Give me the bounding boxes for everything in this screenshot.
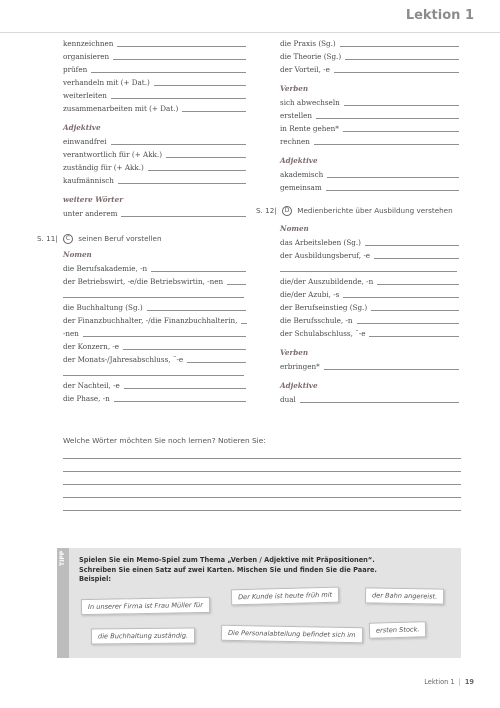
vocab-entry bbox=[280, 181, 461, 194]
translation-line[interactable] bbox=[374, 258, 459, 259]
translation-line[interactable] bbox=[327, 177, 459, 178]
translation-line[interactable] bbox=[124, 388, 246, 389]
vocab-term: prüfen bbox=[63, 65, 88, 74]
tip-instructions bbox=[79, 556, 377, 585]
vocab-entry bbox=[63, 262, 248, 275]
footer-lesson: Lektion 1 bbox=[424, 678, 455, 686]
vocab-term: verhandeln mit (+ Dat.) bbox=[63, 78, 150, 87]
notes-line[interactable] bbox=[63, 458, 461, 459]
vocab-term: sich abwechseln bbox=[280, 98, 340, 107]
vocab-entry bbox=[63, 135, 248, 148]
translation-line[interactable] bbox=[83, 336, 246, 337]
vocab-term: der Finanzbuchhalter, -/die Finanzbuchhalterin, bbox=[63, 316, 238, 325]
category-heading: Adjektive bbox=[280, 381, 318, 390]
vocab-term: die Praxis (Sg.) bbox=[280, 39, 336, 48]
translation-line[interactable] bbox=[148, 170, 246, 171]
vocab-term: kaufmännisch bbox=[63, 176, 114, 185]
vocab-entry bbox=[63, 89, 248, 102]
vocab-entry bbox=[280, 37, 461, 50]
translation-line[interactable] bbox=[121, 216, 246, 217]
vocab-term: weiterleiten bbox=[63, 91, 107, 100]
translation-line[interactable] bbox=[182, 111, 246, 112]
vocab-term: der Ausbildungsberuf, -e bbox=[280, 251, 371, 260]
memo-card: Der Kunde ist heute früh mit bbox=[231, 587, 340, 606]
translation-line[interactable] bbox=[111, 98, 246, 99]
vocab-term: zusammenarbeiten mit (+ Dat.) bbox=[63, 104, 179, 113]
question-prompt: Welche Wörter möchten Sie noch lernen? Notieren Sie: bbox=[63, 436, 266, 445]
page-number: 19 bbox=[464, 678, 474, 686]
notes-lines bbox=[63, 458, 461, 523]
tip-tab bbox=[57, 548, 69, 658]
translation-line[interactable] bbox=[357, 323, 459, 324]
vocab-term: kennzeichnen bbox=[63, 39, 114, 48]
tip-line-2: Schreiben Sie einen Satz auf zwei Karten. Mischen Sie und finden Sie die Paare. bbox=[79, 565, 377, 574]
vocab-entry bbox=[63, 379, 248, 392]
memo-card: der Bahn angereist. bbox=[365, 587, 445, 604]
notes-line[interactable] bbox=[63, 471, 461, 472]
translation-line[interactable] bbox=[111, 144, 246, 145]
category-heading: Nomen bbox=[63, 250, 92, 259]
section-12-number: S. 12| bbox=[256, 206, 277, 215]
translation-line[interactable] bbox=[300, 402, 459, 403]
right-column-bottom bbox=[280, 222, 461, 406]
vocab-term: erbringen* bbox=[280, 362, 320, 371]
vocab-entry bbox=[63, 102, 248, 115]
vocab-entry bbox=[63, 174, 248, 187]
translation-line[interactable] bbox=[326, 190, 459, 191]
footer-separator: | bbox=[458, 678, 461, 686]
vocab-term: rechnen bbox=[280, 137, 310, 146]
vocab-term: akademisch bbox=[280, 170, 324, 179]
translation-line[interactable] bbox=[241, 323, 247, 324]
translation-line[interactable] bbox=[324, 369, 459, 370]
vocab-entry bbox=[280, 288, 461, 301]
vocab-term: der Berufseinstieg (Sg.) bbox=[280, 303, 368, 312]
vocab-entry bbox=[280, 360, 461, 373]
vocab-term: zuständig für (+ Akk.) bbox=[63, 163, 144, 172]
translation-line[interactable] bbox=[113, 59, 246, 60]
section-11-heading bbox=[37, 232, 162, 246]
translation-line[interactable] bbox=[147, 310, 246, 311]
translation-line[interactable] bbox=[117, 46, 246, 47]
vocab-term: der Vorteil, -e bbox=[280, 65, 330, 74]
vocab-term: gemeinsam bbox=[280, 183, 322, 192]
notes-line[interactable] bbox=[63, 484, 461, 485]
vocab-entry bbox=[63, 207, 248, 220]
translation-line[interactable] bbox=[316, 118, 459, 119]
vocab-term: organisieren bbox=[63, 52, 110, 61]
vocab-entry bbox=[63, 37, 248, 50]
memo-card: In unserer Firma ist Frau Müller für bbox=[81, 597, 210, 615]
vocab-entry bbox=[280, 249, 461, 262]
category-heading: Verben bbox=[280, 348, 309, 357]
vocab-entry bbox=[280, 314, 461, 327]
category-heading: Nomen bbox=[280, 224, 309, 233]
translation-line[interactable] bbox=[340, 46, 459, 47]
memo-card: Die Personalabteilung befindet sich im bbox=[221, 625, 363, 643]
tip-tab-label: TIPP bbox=[59, 550, 66, 566]
vocab-entry bbox=[63, 392, 248, 405]
section-12-heading bbox=[256, 204, 453, 218]
translation-line[interactable] bbox=[343, 297, 459, 298]
section-11-circle-letter: C bbox=[63, 234, 73, 244]
translation-line[interactable] bbox=[123, 349, 246, 350]
memo-card: ersten Stock. bbox=[369, 621, 427, 638]
section-11-title: seinen Beruf vorstellen bbox=[78, 234, 162, 243]
translation-line[interactable] bbox=[371, 310, 459, 311]
vocab-entry bbox=[63, 76, 248, 89]
vocab-term: der Konzern, -e bbox=[63, 342, 120, 351]
translation-line[interactable] bbox=[118, 183, 246, 184]
vocab-term: der Betriebswirt, -e/die Betriebswirtin, -nen bbox=[63, 277, 224, 286]
vocab-entry bbox=[280, 327, 461, 340]
vocab-term: die Buchhaltung (Sg.) bbox=[63, 303, 143, 312]
notes-line[interactable] bbox=[63, 510, 461, 511]
translation-line[interactable] bbox=[365, 245, 459, 246]
vocab-entry bbox=[63, 50, 248, 63]
left-column-bottom bbox=[63, 248, 248, 405]
vocab-term: die Theorie (Sg.) bbox=[280, 52, 342, 61]
vocab-term: die/der Azubi, -s bbox=[280, 290, 340, 299]
vocab-entry bbox=[63, 353, 248, 366]
translation-line[interactable] bbox=[166, 157, 246, 158]
vocab-term: unter anderem bbox=[63, 209, 118, 218]
vocab-term: -nen bbox=[63, 329, 79, 338]
tip-box bbox=[57, 548, 461, 658]
translation-line[interactable] bbox=[314, 144, 459, 145]
vocab-entry bbox=[280, 168, 461, 181]
vocab-entry bbox=[63, 161, 248, 174]
vocab-term: der Schulabschluss, ¨-e bbox=[280, 329, 366, 338]
vocab-blank-line[interactable] bbox=[63, 366, 248, 379]
translation-line[interactable] bbox=[154, 85, 246, 86]
vocab-term: die Berufsakademie, -n bbox=[63, 264, 148, 273]
translation-line[interactable] bbox=[344, 105, 459, 106]
category-heading: weitere Wörter bbox=[63, 195, 123, 204]
vocab-entry bbox=[280, 135, 461, 148]
vocab-term: dual bbox=[280, 395, 296, 404]
vocab-entry bbox=[280, 50, 461, 63]
translation-line[interactable] bbox=[369, 336, 459, 337]
translation-line[interactable] bbox=[151, 271, 246, 272]
page-footer bbox=[424, 678, 474, 686]
vocab-term: das Arbeitsleben (Sg.) bbox=[280, 238, 361, 247]
vocab-entry bbox=[280, 301, 461, 314]
vocab-entry bbox=[280, 236, 461, 249]
left-column-top bbox=[63, 37, 248, 220]
right-column-top bbox=[280, 37, 461, 194]
vocab-term: einwandfrei bbox=[63, 137, 107, 146]
vocab-term: in Rente gehen* bbox=[280, 124, 339, 133]
vocab-entry bbox=[280, 109, 461, 122]
translation-line[interactable] bbox=[187, 362, 246, 363]
category-heading: Verben bbox=[280, 84, 309, 93]
translation-line[interactable] bbox=[91, 72, 246, 73]
tip-line-1: Spielen Sie ein Memo-Spiel zum Thema „Verben / Adjektive mit Präpositionen“. bbox=[79, 556, 375, 564]
vocab-blank-line[interactable] bbox=[280, 262, 461, 275]
section-11-number: S. 11| bbox=[37, 234, 58, 243]
vocab-entry bbox=[63, 63, 248, 76]
section-12-circle-letter: D bbox=[282, 206, 292, 216]
vocab-term: die Phase, -n bbox=[63, 394, 110, 403]
translation-line[interactable] bbox=[334, 72, 459, 73]
tip-example-label: Beispiel: bbox=[79, 575, 112, 583]
vocab-entry bbox=[63, 275, 248, 288]
vocab-entry bbox=[63, 148, 248, 161]
translation-line[interactable] bbox=[377, 284, 459, 285]
notes-line[interactable] bbox=[63, 497, 461, 498]
vocab-entry bbox=[280, 275, 461, 288]
vocab-term: verantwortlich für (+ Akk.) bbox=[63, 150, 163, 159]
vocab-entry bbox=[63, 314, 248, 327]
vocab-entry bbox=[280, 393, 461, 406]
memo-card: die Buchhaltung zuständig. bbox=[91, 628, 195, 645]
vocab-blank-line[interactable] bbox=[63, 288, 248, 301]
vocab-entry bbox=[63, 340, 248, 353]
translation-line[interactable] bbox=[227, 284, 246, 285]
category-heading: Adjektive bbox=[63, 123, 101, 132]
vocab-entry bbox=[280, 63, 461, 76]
vocab-term: der Nachteil, -e bbox=[63, 381, 120, 390]
vocab-term: der Monats-/Jahresabschluss, ¨-e bbox=[63, 355, 184, 364]
vocab-entry bbox=[63, 327, 248, 340]
category-heading: Adjektive bbox=[280, 156, 318, 165]
translation-line[interactable] bbox=[343, 131, 459, 132]
vocab-term: die Berufsschule, -n bbox=[280, 316, 353, 325]
vocab-term: erstellen bbox=[280, 111, 312, 120]
vocab-entry bbox=[280, 96, 461, 109]
translation-line[interactable] bbox=[345, 59, 459, 60]
header-divider bbox=[0, 32, 500, 33]
translation-line[interactable] bbox=[114, 401, 246, 402]
page-header bbox=[0, 0, 500, 36]
lesson-title: Lektion 1 bbox=[405, 8, 474, 23]
vocab-entry bbox=[280, 122, 461, 135]
section-12-title: Medienberichte über Ausbildung verstehen bbox=[297, 206, 453, 215]
vocab-entry bbox=[63, 301, 248, 314]
vocab-term: die/der Auszubildende, -n bbox=[280, 277, 374, 286]
